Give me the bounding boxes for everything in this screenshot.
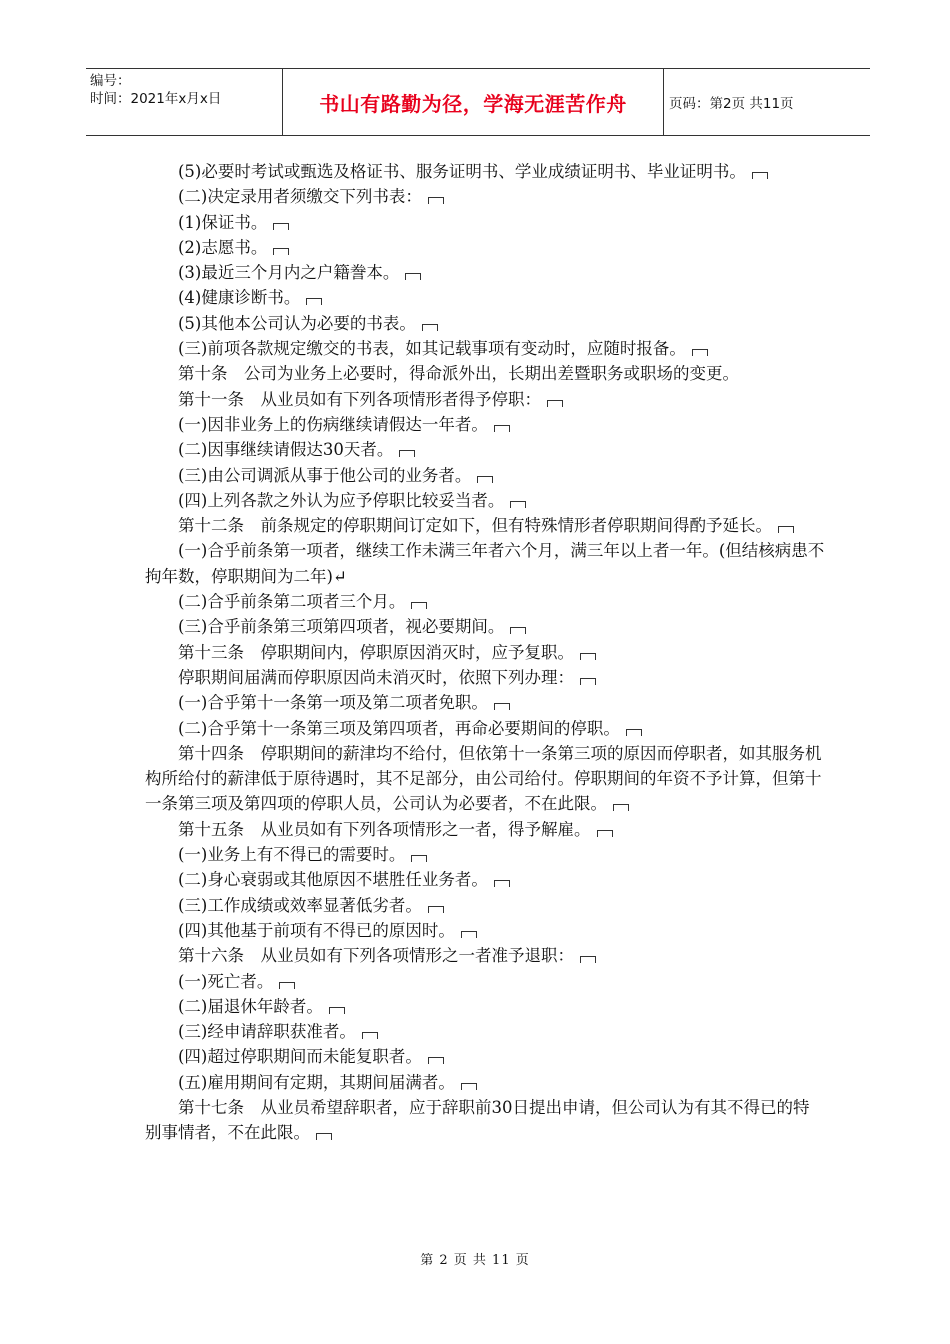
paragraph-mark-icon [494,425,510,432]
header-page-info: 页码：第2页 共11页 [669,96,794,112]
paragraph-mark-icon [477,476,493,483]
article-paragraph: 第十三条 停职期间内，停职原因消灭时，应予复职。 [145,640,825,665]
paragraph: (三)前项各款规定缴交的书表，如其记载事项有变动时，应随时报备。 [145,336,825,361]
article-paragraph: 第十五条 从业员如有下列各项情形之一者，得予解雇。 [145,817,825,842]
paragraph-mark-icon [306,298,322,305]
paragraph-mark-icon [279,982,295,989]
paragraph: (2)志愿书。 [145,235,825,260]
paragraph: (四)上列各款之外认为应予停职比较妥当者。 [145,488,825,513]
paragraph-mark-icon [778,526,794,533]
paragraph-mark-icon [273,248,289,255]
paragraph: (三)工作成绩或效率显著低劣者。 [145,893,825,918]
paragraph-mark-icon [273,223,289,230]
paragraph-mark-icon [405,273,421,280]
paragraph-mark-icon [316,1133,332,1140]
paragraph-mark-icon [422,324,438,331]
paragraph-mark-icon [411,855,427,862]
article-paragraph: 第十一条 从业员如有下列各项情形者得予停职： [145,387,825,412]
serial-label: 编号： [90,73,131,89]
paragraph: (一)合乎前条第一项者，继续工作未满三年者六个月，满三年以上者一年。(但结核病患不拘年数，停职期间为二年)↵ [145,541,825,586]
paragraph: (5)必要时考试或甄选及格证书、服务证明书、学业成绩证明书、毕业证明书。 [145,159,825,184]
paragraph: (4)健康诊断书。 [145,285,825,310]
paragraph-mark-icon [580,956,596,963]
article-paragraph: 第十六条 从业员如有下列各项情形之一者准予退职： [145,943,825,968]
paragraph: (二)决定录用者须缴交下列书表： [145,184,825,209]
header-motto: 书山有路勤为径，学海无涯苦作舟 [283,69,664,135]
article-paragraph: 第十二条 前条规定的停职期间订定如下，但有特殊情形者停职期间得酌予延长。 [145,513,825,538]
paragraph: (二)届退休年龄者。 [145,994,825,1019]
paragraph: 停职期间届满而停职原因尚未消灭时，依照下列办理： [145,665,825,690]
paragraph-mark-icon [580,678,596,685]
article-paragraph: 第十七条 从业员希望辞职者，应于辞职前30日提出申请，但公司认为有其不得已的特别事情者，不在此限。 [145,1097,810,1143]
paragraph-mark-icon [411,602,427,609]
line-break-mark-icon: ↵ [332,566,347,586]
paragraph-mark-icon [399,450,415,457]
paragraph-mark-icon [329,1007,345,1014]
paragraph-mark-icon [597,830,613,837]
paragraph-mark-icon [510,501,526,508]
paragraph-mark-icon [428,1057,444,1064]
paragraph-mark-icon [494,703,510,710]
paragraph-mark-icon [692,349,708,356]
paragraph: (5)其他本公司认为必要的书表。 [145,311,825,336]
paragraph: (三)经申请辞职获准者。 [145,1019,825,1044]
paragraph-mark-icon [626,729,642,736]
paragraph: (三)由公司调派从事于他公司的业务者。 [145,463,825,488]
paragraph-mark-icon [362,1032,378,1039]
paragraph-mark-icon [613,804,629,811]
article-paragraph: 第十四条 停职期间的薪津均不给付，但依第十一条第三项的原因而停职者，如其服务机构所给付的薪津低于原待遇时，其不足部分，由公司给付。停职期间的年资不予计算，但第十一条第三项及第四项的停职人员，公司认为必要者，不在此限。 [145,743,822,814]
paragraph-mark-icon [428,197,444,204]
paragraph: (3)最近三个月内之户籍誊本。 [145,260,825,285]
paragraph-mark-icon [580,653,596,660]
date-label: 时间：2021年x月x日 [90,91,222,107]
paragraph: (一)合乎第十一条第一项及第二项者免职。 [145,690,825,715]
paragraph: (四)超过停职期间而未能复职者。 [145,1044,825,1069]
paragraph: (二)合乎前条第二项者三个月。 [145,589,825,614]
paragraph-mark-icon [547,400,563,407]
paragraph: (三)合乎前条第三项第四项者，视必要期间。 [145,614,825,639]
paragraph-mark-icon [752,172,768,179]
paragraph: (二)因事继续请假达30天者。 [145,437,825,462]
paragraph: (一)业务上有不得已的需要时。 [145,842,825,867]
paragraph-mark-icon [510,627,526,634]
page-footer: 第 2 页 共 11 页 [420,1253,530,1268]
paragraph: (一)死亡者。 [145,969,825,994]
paragraph: (1)保证书。 [145,210,825,235]
paragraph: (四)其他基于前项有不得已的原因时。 [145,918,825,943]
article-paragraph: 第十条 公司为业务上必要时，得命派外出，长期出差暨职务或职场的变更。 [178,364,739,384]
paragraph-mark-icon [461,1083,477,1090]
paragraph-mark-icon [494,880,510,887]
paragraph-mark-icon [461,931,477,938]
paragraph: (五)雇用期间有定期，其期间届满者。 [145,1070,825,1095]
paragraph: (二)身心衰弱或其他原因不堪胜任业务者。 [145,867,825,892]
paragraph-mark-icon [428,906,444,913]
page-header [86,68,870,136]
paragraph: (二)合乎第十一条第三项及第四项者，再命必要期间的停职。 [145,716,825,741]
paragraph: (一)因非业务上的伤病继续请假达一年者。 [145,412,825,437]
header-meta [86,69,283,135]
document-body [145,159,825,1146]
